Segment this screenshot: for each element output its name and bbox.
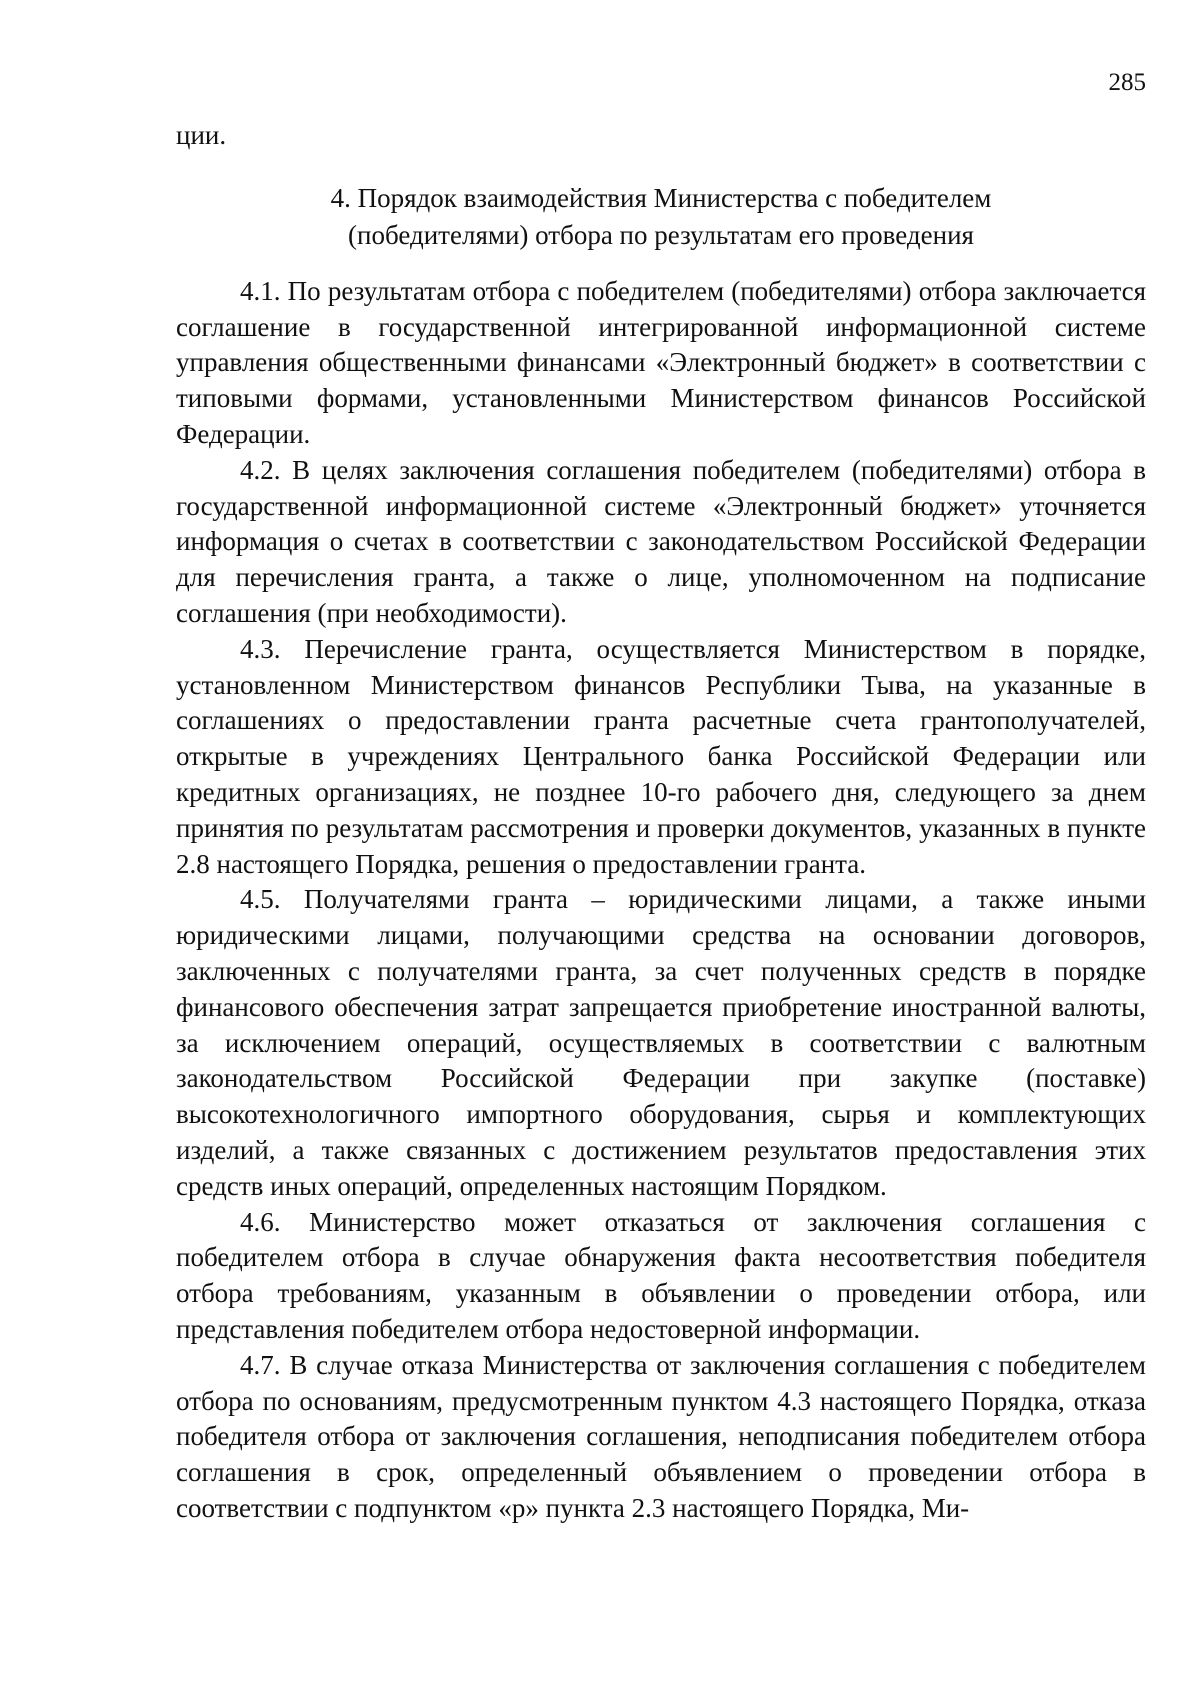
paragraph-4-6: 4.6. Министерство может отказаться от заключения соглашения с победителем отбора в случае обнаружения факта несоответствия победителя отбора требованиям, указанным в объявлении о проведении отбора, или представления победителем отбора недостоверной информации. [176, 1206, 1146, 1344]
section-heading [176, 180, 1146, 254]
section-heading-line-2: (победителями) отбора по результатам его проведения [348, 219, 974, 250]
section-heading-line-1: 4. Порядок взаимодействия Министерства с победителем [330, 182, 992, 213]
paragraph-4-3: 4.3. Перечисление гранта, осуществляется Министерством в порядке, установленном Министерством финансов Республики Тыва, на указанные в соглашениях о предоставлении гранта расчетные счета грантополучателей, открытые в учреждениях Центрального банка Российской Федерации или кредитных организациях, не позднее 10-го рабочего дня, следующего за днем принятия по результатам рассмотрения и проверки документов, указанных в пункте 2.8 настоящего Порядка, решения о предоставлении гранта. [176, 633, 1146, 879]
paragraph-4-1: 4.1. По результатам отбора с победителем (победителями) отбора заключается соглашение в государственной интегрированной информационной системе управления общественными финансами «Электронный бюджет» в соответствии с типовыми формами, установленными Министерством финансов Российской Федерации. [176, 275, 1146, 449]
page-number: 285 [1108, 69, 1146, 96]
continuation-text: ции. [176, 120, 227, 150]
paragraph-4-2: 4.2. В целях заключения соглашения победителем (победителями) отбора в государственной информационной системе «Электронный бюджет» уточняется информация о счетах в соответствии с законодательством Российской Федерации для перечисления гранта, а также о лице, уполномоченном на подписание соглашения (при необходимости). [176, 454, 1146, 628]
paragraph-4-5: 4.5. Получателями гранта – юридическими лицами, а также иными юридическими лицами, получающими средства на основании договоров, заключенных с получателями гранта, за счет полученных средств в порядке финансового обеспечения затрат запрещается приобретение иностранной валюты, за исключением операций, осуществляемых в соответствии с валютным законодательством Российской Федерации при закупке (поставке) высокотехнологичного импортного оборудования, сырья и комплектующих изделий, а также связанных с достижением результатов предоставления этих средств иных операций, определенных настоящим Порядком. [176, 884, 1146, 1201]
paragraph-4-7: 4.7. В случае отказа Министерства от заключения соглашения с победителем отбора по основаниям, предусмотренным пунктом 4.3 настоящего Порядка, отказа победителя отбора от заключения соглашения, неподписания победителем отбора соглашения в срок, определенный объявлением о проведении отбора в соответствии с подпунктом «р» пункта 2.3 настоящего Порядка, Ми- [176, 1349, 1146, 1523]
document-body [176, 118, 1146, 1527]
